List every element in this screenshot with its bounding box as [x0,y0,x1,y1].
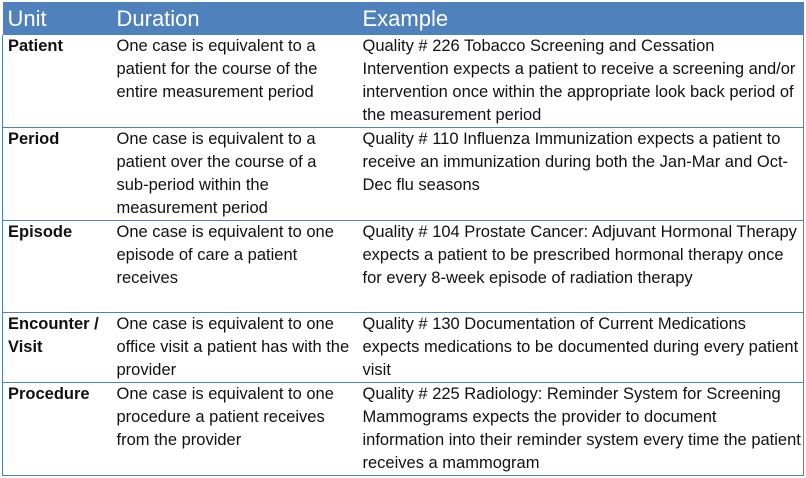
unit-cell: Encounter / Visit [3,313,109,383]
header-unit: Unit [3,2,109,35]
table-row [3,128,804,221]
measure-units-table [2,2,804,476]
unit-cell: Patient [3,35,109,128]
table-header [3,2,804,35]
table-row [3,313,804,383]
duration-cell: One case is equivalent to one office visit a patient has with the provider [109,313,355,383]
example-cell: Quality # 226 Tobacco Screening and Cessation Intervention expects a patient to receive a screening and/or intervention once within the appropriate look back period of the measurement period [355,35,804,128]
unit-cell: Episode [3,221,109,313]
header-duration: Duration [109,2,355,35]
table-row [3,383,804,476]
duration-cell: One case is equivalent to a patient for the course of the entire measurement period [109,35,355,128]
unit-cell: Procedure [3,383,109,476]
duration-cell: One case is equivalent to one procedure a patient receives from the provider [109,383,355,476]
duration-cell: One case is equivalent to one episode of care a patient receives [109,221,355,313]
unit-cell: Period [3,128,109,221]
table-row [3,221,804,313]
example-cell: Quality # 110 Influenza Immunization expects a patient to receive an immunization during both the Jan-Mar and Oct-Dec flu seasons [355,128,804,221]
example-cell: Quality # 225 Radiology: Reminder System for Screening Mammograms expects the provider to document information into their reminder system every time the patient receives a mammogram [355,383,804,476]
example-cell: Quality # 104 Prostate Cancer: Adjuvant Hormonal Therapy expects a patient to be prescribed hormonal therapy once for every 8-week episode of radiation therapy [355,221,804,313]
table-row [3,35,804,128]
header-row [3,2,804,35]
example-cell: Quality # 130 Documentation of Current Medications expects medications to be documented during every patient visit [355,313,804,383]
table-body [3,35,804,476]
header-example: Example [355,2,804,35]
duration-cell: One case is equivalent to a patient over the course of a sub-period within the measurement period [109,128,355,221]
